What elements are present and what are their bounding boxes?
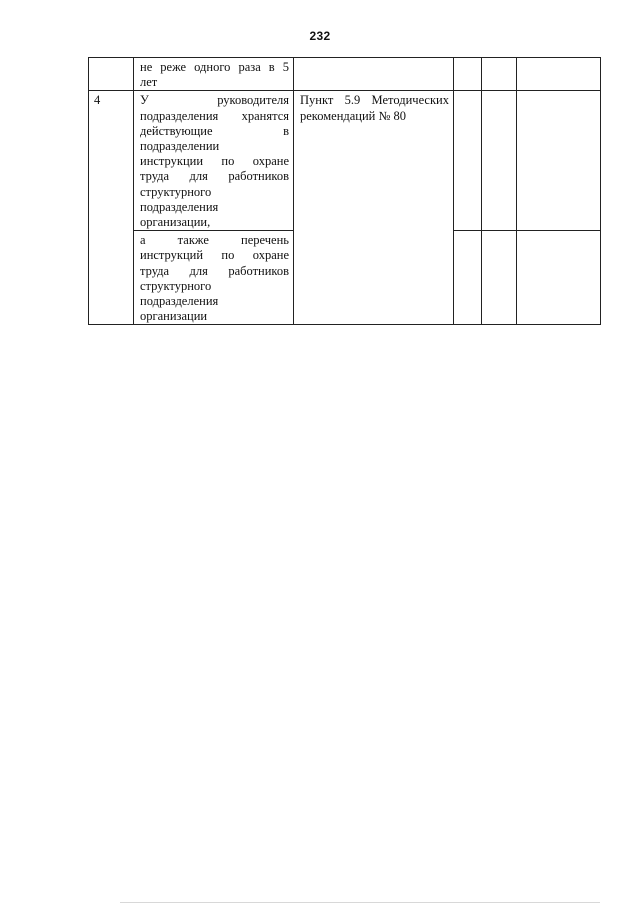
check-cell-a bbox=[454, 231, 482, 325]
check-cell-b bbox=[482, 231, 517, 325]
page-number: 232 bbox=[309, 29, 331, 43]
requirement-line: подразделения хранятся bbox=[140, 108, 289, 123]
requirement-cell bbox=[134, 231, 294, 325]
check-cell-b bbox=[482, 91, 517, 231]
notes-cell bbox=[517, 58, 601, 91]
requirement-cell bbox=[134, 58, 294, 91]
row-number-cell: 4 bbox=[89, 91, 134, 325]
checklist-table bbox=[88, 57, 601, 325]
requirement-line: подразделения bbox=[140, 294, 219, 309]
reference-line: рекомендаций № 80 bbox=[300, 108, 407, 123]
requirement-line: труда для работников bbox=[140, 169, 289, 184]
requirement-line: организации, bbox=[140, 215, 211, 230]
table-row bbox=[89, 91, 601, 231]
notes-cell bbox=[517, 91, 601, 231]
requirement-line: организации bbox=[140, 309, 208, 324]
requirement-line: а также перечень bbox=[140, 233, 289, 248]
row-number-cell bbox=[89, 58, 134, 91]
requirement-line: структурного bbox=[140, 278, 212, 293]
reference-cell bbox=[294, 58, 454, 91]
check-cell-a bbox=[454, 91, 482, 231]
requirement-line: инструкций по охране bbox=[140, 248, 289, 263]
requirement-line: У руководителя bbox=[140, 93, 289, 108]
notes-cell bbox=[517, 231, 601, 325]
requirement-line: труда для работников bbox=[140, 263, 289, 278]
requirement-cell bbox=[134, 91, 294, 231]
requirement-line: лет bbox=[140, 75, 158, 90]
reference-line: Пункт 5.9 Методических bbox=[300, 93, 449, 108]
check-cell-a bbox=[454, 58, 482, 91]
requirement-line: не реже одного раза в 5 bbox=[140, 60, 289, 74]
requirement-line: инструкции по охране bbox=[140, 154, 289, 169]
table-row bbox=[89, 58, 601, 91]
scan-edge-line bbox=[120, 902, 600, 903]
requirement-line: подразделения bbox=[140, 199, 219, 214]
requirement-line: действующие в bbox=[140, 123, 289, 138]
requirement-line: структурного bbox=[140, 184, 212, 199]
reference-cell bbox=[294, 91, 454, 325]
check-cell-b bbox=[482, 58, 517, 91]
requirement-line: подразделении bbox=[140, 139, 220, 154]
